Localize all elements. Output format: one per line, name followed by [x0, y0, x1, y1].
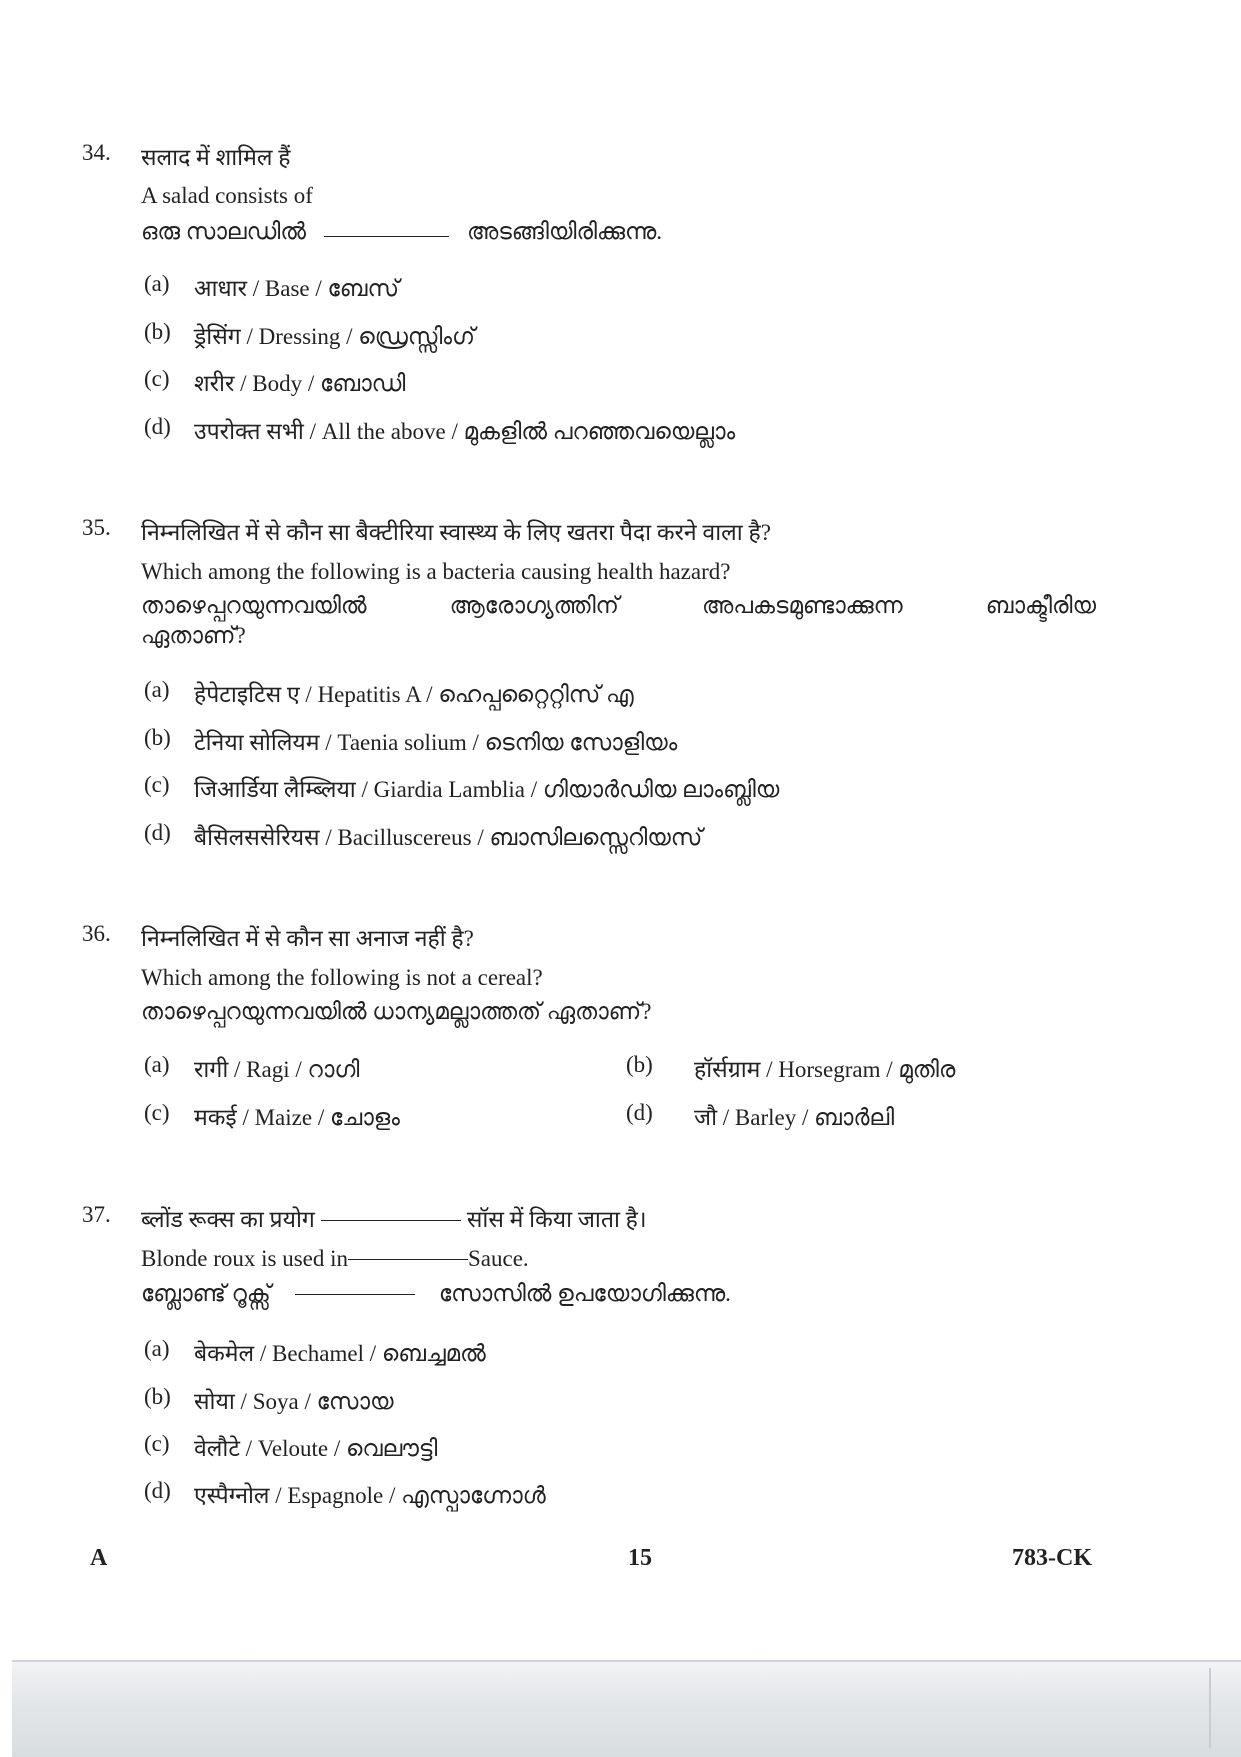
question-number: 34.: [82, 140, 111, 165]
question-hindi: निम्नलिखित में से कौन सा बैक्टीरिया स्वास्थ्य के लिए खतरा पैदा करने वाला है?: [141, 520, 771, 545]
malayalam-word: ബാക്ടീരിയ: [985, 593, 1096, 618]
option-label: (c): [144, 366, 170, 391]
option-text: उपरोक्त सभी / All the above / മുകളിൽ പറഞ്ഞവയെല്ലാം: [194, 419, 736, 444]
option-label: (d): [144, 1478, 171, 1503]
option-label: (b): [626, 1052, 653, 1077]
hindi-post: सॉस में किया जाता है।: [466, 1207, 647, 1232]
option-label: (c): [144, 1100, 170, 1125]
answer-blank: [324, 236, 449, 237]
question-malayalam-line2: ഏതാണ്?: [141, 623, 246, 648]
malayalam-pre: ബ്ലോണ്ട് റൂക്സ്: [141, 1281, 271, 1306]
question-english: A salad consists of: [141, 183, 313, 208]
option-label: (a): [144, 677, 170, 702]
option-text: रागी / Ragi / റാഗി: [194, 1057, 360, 1082]
option-text: एस्पैग्नोल / Espagnole / എസ്പാഗ്നോൾ: [194, 1483, 546, 1508]
option-text: हॉर्सग्राम / Horsegram / മുതിര: [694, 1057, 956, 1082]
option-text: शरीर / Body / ബോഡി: [194, 371, 406, 396]
answer-blank: [348, 1259, 468, 1260]
option-text: जिआर्डिया लैम्ब्लिया / Giardia Lamblia / ഗിയാർഡിയ ലാംബ്ലിയ: [194, 777, 780, 802]
option-label: (a): [144, 1052, 170, 1077]
malayalam-post: സോസിൽ ഉപയോഗിക്കുന്നു.: [438, 1281, 731, 1306]
footer-series: A: [90, 1545, 108, 1571]
question-english: Which among the following is not a cereal?: [141, 965, 543, 990]
paper-edge: [1149, 1668, 1211, 1748]
malayalam-pre: ഒരു സാലഡിൽ: [141, 219, 306, 244]
question-number: 35.: [82, 515, 111, 540]
malayalam-word: ആരോഗ്യത്തിന്: [449, 593, 619, 618]
option-label: (d): [144, 414, 171, 439]
option-label: (c): [144, 1431, 170, 1456]
hindi-pre: ब्लोंड रूक्स का प्रयोग: [141, 1207, 315, 1232]
option-text: जौ / Barley / ബാർലി: [694, 1105, 895, 1130]
option-text: बेकमेल / Bechamel / ബെച്ചമൽ: [194, 1341, 486, 1366]
english-post: Sauce.: [468, 1246, 529, 1271]
question-number: 37.: [82, 1202, 111, 1227]
question-number: 36.: [82, 921, 111, 946]
option-label: (d): [144, 820, 171, 845]
answer-blank: [321, 1220, 461, 1221]
option-text: आधार / Base / ബേസ്: [194, 276, 400, 301]
option-label: (b): [144, 319, 171, 344]
answer-blank: [295, 1294, 415, 1295]
question-english: Which among the following is a bacteria causing health hazard?: [141, 559, 731, 584]
option-text: बैसिलससेरियस / Bacilluscereus / ബാസിലസ്സെറിയസ്: [194, 825, 703, 850]
option-label: (a): [144, 1336, 170, 1361]
malayalam-word: താഴെപ്പറയുന്നവയിൽ: [141, 593, 367, 618]
option-text: हेपेटाइटिस ए / Hepatitis A / ഹെപ്പറ്റൈറ്റിസ് എ: [194, 682, 634, 707]
question-english: [141, 1246, 529, 1272]
option-label: (b): [144, 725, 171, 750]
option-label: (c): [144, 772, 170, 797]
question-malayalam: താഴെപ്പറയുന്നവയിൽ ധാന്യമല്ലാത്തത് ഏതാണ്?: [141, 999, 652, 1024]
question-hindi: निम्नलिखित में से कौन सा अनाज नहीं है?: [141, 926, 474, 951]
booklet-code: 783-CK: [1012, 1545, 1092, 1571]
option-label: (b): [144, 1384, 171, 1409]
option-text: सोया / Soya / സോയ: [194, 1389, 394, 1414]
english-pre: Blonde roux is used in: [141, 1246, 348, 1271]
option-text: मकई / Maize / ചോളം: [194, 1105, 400, 1130]
malayalam-word: അപകടമുണ്ടാക്കുന്ന: [702, 593, 903, 618]
page-number: 15: [628, 1545, 652, 1571]
option-text: वेलौटे / Veloute / വെലൗട്ടി: [194, 1436, 438, 1461]
question-malayalam: [141, 219, 662, 245]
malayalam-post: അടങ്ങിയിരിക്കുന്നു.: [466, 219, 663, 244]
question-malayalam: [141, 593, 1096, 619]
question-hindi: [141, 1202, 647, 1234]
option-text: ड्रेसिंग / Dressing / ഡ്രെസ്സിംഗ്: [194, 324, 475, 349]
question-hindi: सलाद में शामिल हैं: [141, 145, 291, 170]
option-text: टेनिया सोलियम / Taenia solium / ടെനിയ സോളിയം: [194, 730, 678, 755]
question-malayalam: [141, 1281, 731, 1307]
option-label: (d): [626, 1100, 653, 1125]
option-label: (a): [144, 271, 170, 296]
scan-edge: [12, 1660, 1241, 1757]
